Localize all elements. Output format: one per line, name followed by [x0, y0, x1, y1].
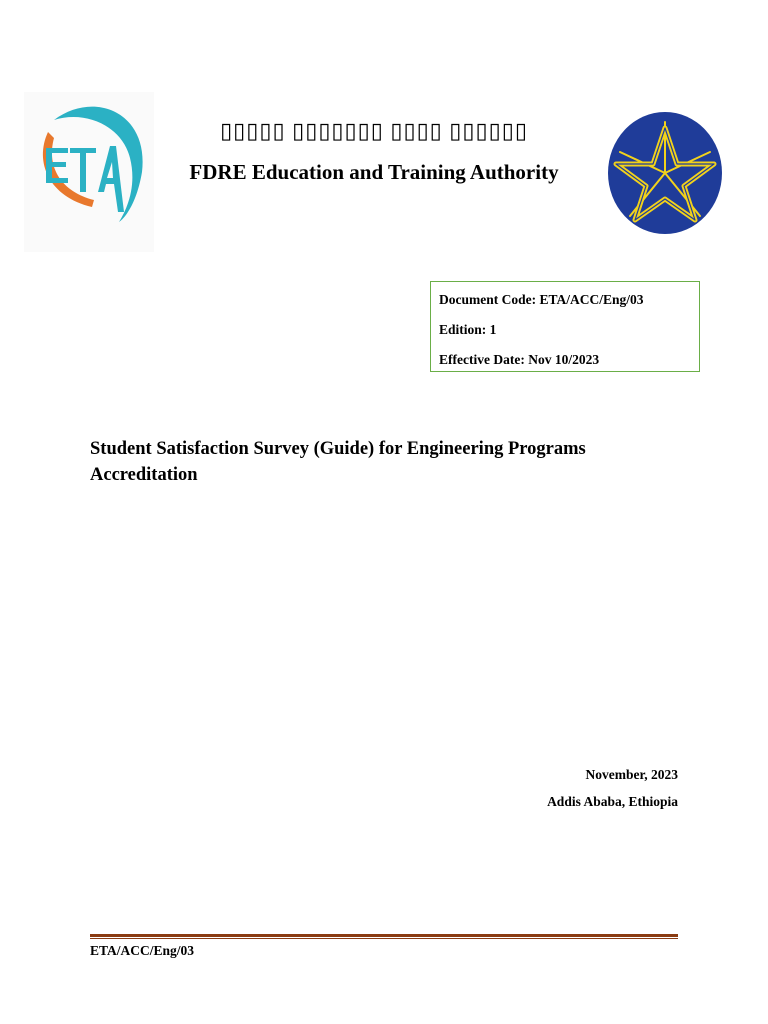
footer-document-code: ETA/ACC/Eng/03	[90, 943, 195, 958]
header-organization-name: FDRE Education and Training Authority	[189, 160, 559, 184]
publication-place: Addis Ababa, Ethiopia	[547, 794, 678, 809]
publication-date: November, 2023	[585, 767, 678, 782]
footer-rule	[90, 934, 678, 939]
document-code: Document Code: ETA/ACC/Eng/03	[439, 292, 644, 307]
eta-logo	[24, 92, 154, 252]
document-effective-date: Effective Date: Nov 10/2023	[439, 352, 600, 367]
date-place-block	[547, 766, 678, 820]
header-amharic-title: ▯▯▯▯▯ ▯▯▯▯▯▯▯ ▯▯▯▯ ▯▯▯▯▯▯	[220, 118, 528, 143]
document-title: Student Satisfaction Survey (Guide) for Engineering Programs Accreditation	[90, 439, 586, 485]
document-edition: Edition: 1	[439, 322, 497, 337]
document-info-box	[430, 281, 700, 372]
ethiopian-emblem	[606, 110, 724, 236]
